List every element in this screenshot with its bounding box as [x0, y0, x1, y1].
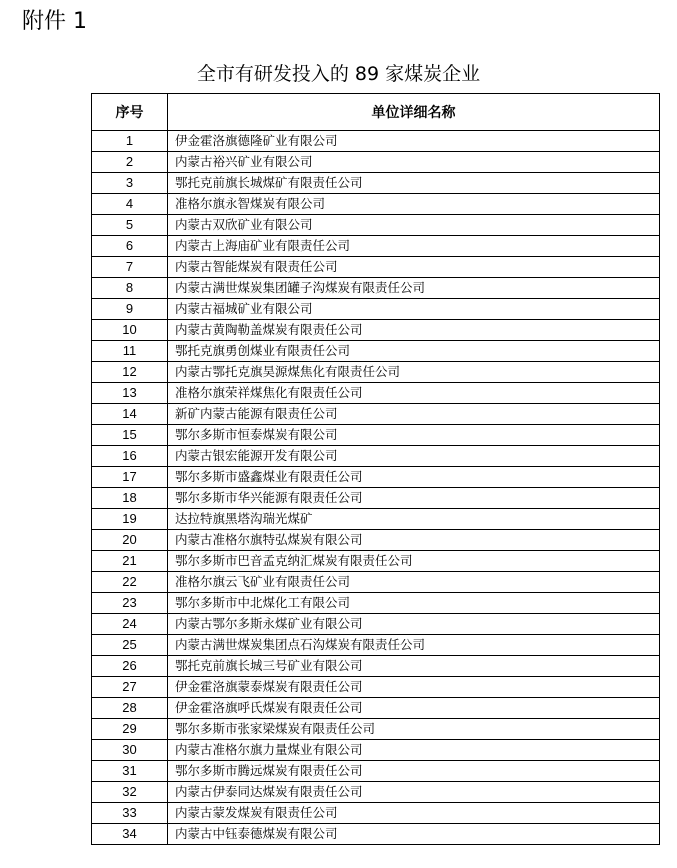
table-body — [92, 131, 660, 845]
table-row — [92, 299, 660, 320]
table-row — [92, 740, 660, 761]
table-row — [92, 719, 660, 740]
company-table — [91, 93, 660, 845]
row-seq: 16 — [92, 446, 168, 467]
table-row — [92, 425, 660, 446]
row-seq: 18 — [92, 488, 168, 509]
row-seq: 4 — [92, 194, 168, 215]
row-seq: 19 — [92, 509, 168, 530]
attachment-label: 附件 1 — [22, 9, 87, 34]
column-header-name: 单位详细名称 — [168, 94, 660, 131]
row-seq: 31 — [92, 761, 168, 782]
table-row — [92, 572, 660, 593]
document-title: 全市有研发投入的 89 家煤炭企业 — [196, 63, 481, 85]
row-company-name: 鄂尔多斯市巴音孟克纳汇煤炭有限责任公司 — [168, 551, 660, 572]
row-company-name: 鄂尔多斯市腾远煤炭有限责任公司 — [168, 761, 660, 782]
column-header-seq: 序号 — [92, 94, 168, 131]
row-seq: 22 — [92, 572, 168, 593]
row-company-name: 鄂托克前旗长城煤矿有限责任公司 — [168, 173, 660, 194]
row-company-name: 内蒙古裕兴矿业有限公司 — [168, 152, 660, 173]
table-row — [92, 362, 660, 383]
row-company-name: 内蒙古中钰泰德煤炭有限公司 — [168, 824, 660, 845]
row-company-name: 鄂尔多斯市张家梁煤炭有限责任公司 — [168, 719, 660, 740]
table-row — [92, 614, 660, 635]
row-seq: 13 — [92, 383, 168, 404]
row-company-name: 内蒙古蒙发煤炭有限责任公司 — [168, 803, 660, 824]
row-seq: 17 — [92, 467, 168, 488]
table-row — [92, 656, 660, 677]
row-seq: 3 — [92, 173, 168, 194]
table-row — [92, 530, 660, 551]
row-company-name: 内蒙古准格尔旗特弘煤炭有限公司 — [168, 530, 660, 551]
row-seq: 6 — [92, 236, 168, 257]
row-company-name: 内蒙古双欣矿业有限公司 — [168, 215, 660, 236]
row-company-name: 内蒙古鄂托克旗昊源煤焦化有限责任公司 — [168, 362, 660, 383]
table-row — [92, 173, 660, 194]
row-company-name: 准格尔旗永智煤炭有限公司 — [168, 194, 660, 215]
row-seq: 34 — [92, 824, 168, 845]
table-row — [92, 593, 660, 614]
row-company-name: 鄂尔多斯市盛鑫煤业有限责任公司 — [168, 467, 660, 488]
row-company-name: 内蒙古黄陶勒盖煤炭有限责任公司 — [168, 320, 660, 341]
table-row — [92, 635, 660, 656]
row-seq: 20 — [92, 530, 168, 551]
table-row — [92, 341, 660, 362]
row-company-name: 内蒙古满世煤炭集团罐子沟煤炭有限责任公司 — [168, 278, 660, 299]
row-seq: 23 — [92, 593, 168, 614]
table-row — [92, 551, 660, 572]
table-row — [92, 320, 660, 341]
table-row — [92, 467, 660, 488]
row-seq: 12 — [92, 362, 168, 383]
row-company-name: 内蒙古准格尔旗力量煤业有限公司 — [168, 740, 660, 761]
row-seq: 25 — [92, 635, 168, 656]
row-company-name: 伊金霍洛旗蒙泰煤炭有限责任公司 — [168, 677, 660, 698]
row-company-name: 鄂尔多斯市恒泰煤炭有限公司 — [168, 425, 660, 446]
table-row — [92, 803, 660, 824]
row-seq: 8 — [92, 278, 168, 299]
row-company-name: 内蒙古智能煤炭有限责任公司 — [168, 257, 660, 278]
table-row — [92, 215, 660, 236]
row-company-name: 内蒙古满世煤炭集团点石沟煤炭有限责任公司 — [168, 635, 660, 656]
row-seq: 15 — [92, 425, 168, 446]
table-header-row — [92, 94, 660, 131]
row-seq: 30 — [92, 740, 168, 761]
row-seq: 7 — [92, 257, 168, 278]
row-seq: 29 — [92, 719, 168, 740]
row-seq: 28 — [92, 698, 168, 719]
row-company-name: 准格尔旗荣祥煤焦化有限责任公司 — [168, 383, 660, 404]
row-company-name: 内蒙古鄂尔多斯永煤矿业有限公司 — [168, 614, 660, 635]
row-company-name: 内蒙古银宏能源开发有限公司 — [168, 446, 660, 467]
row-seq: 11 — [92, 341, 168, 362]
table-row — [92, 677, 660, 698]
row-seq: 10 — [92, 320, 168, 341]
row-company-name: 新矿内蒙古能源有限责任公司 — [168, 404, 660, 425]
row-seq: 21 — [92, 551, 168, 572]
table-row — [92, 488, 660, 509]
row-company-name: 鄂托克前旗长城三号矿业有限公司 — [168, 656, 660, 677]
row-seq: 14 — [92, 404, 168, 425]
table-row — [92, 824, 660, 845]
table-row — [92, 131, 660, 152]
table-row — [92, 782, 660, 803]
row-company-name: 伊金霍洛旗德隆矿业有限公司 — [168, 131, 660, 152]
table-row — [92, 257, 660, 278]
table-row — [92, 152, 660, 173]
table-row — [92, 236, 660, 257]
row-company-name: 鄂托克旗勇创煤业有限责任公司 — [168, 341, 660, 362]
table-row — [92, 404, 660, 425]
row-company-name: 准格尔旗云飞矿业有限责任公司 — [168, 572, 660, 593]
row-company-name: 伊金霍洛旗呼氏煤炭有限责任公司 — [168, 698, 660, 719]
row-company-name: 内蒙古伊泰同达煤炭有限责任公司 — [168, 782, 660, 803]
row-seq: 24 — [92, 614, 168, 635]
row-company-name: 鄂尔多斯市华兴能源有限责任公司 — [168, 488, 660, 509]
table-row — [92, 446, 660, 467]
row-seq: 33 — [92, 803, 168, 824]
row-company-name: 内蒙古上海庙矿业有限责任公司 — [168, 236, 660, 257]
row-seq: 26 — [92, 656, 168, 677]
row-seq: 5 — [92, 215, 168, 236]
table-row — [92, 194, 660, 215]
row-company-name: 内蒙古福城矿业有限公司 — [168, 299, 660, 320]
row-company-name: 达拉特旗黑塔沟瑞光煤矿 — [168, 509, 660, 530]
row-seq: 1 — [92, 131, 168, 152]
row-seq: 27 — [92, 677, 168, 698]
row-seq: 9 — [92, 299, 168, 320]
table-row — [92, 509, 660, 530]
row-seq: 32 — [92, 782, 168, 803]
table-row — [92, 383, 660, 404]
row-seq: 2 — [92, 152, 168, 173]
table-row — [92, 698, 660, 719]
row-company-name: 鄂尔多斯市中北煤化工有限公司 — [168, 593, 660, 614]
table-row — [92, 278, 660, 299]
table-row — [92, 761, 660, 782]
